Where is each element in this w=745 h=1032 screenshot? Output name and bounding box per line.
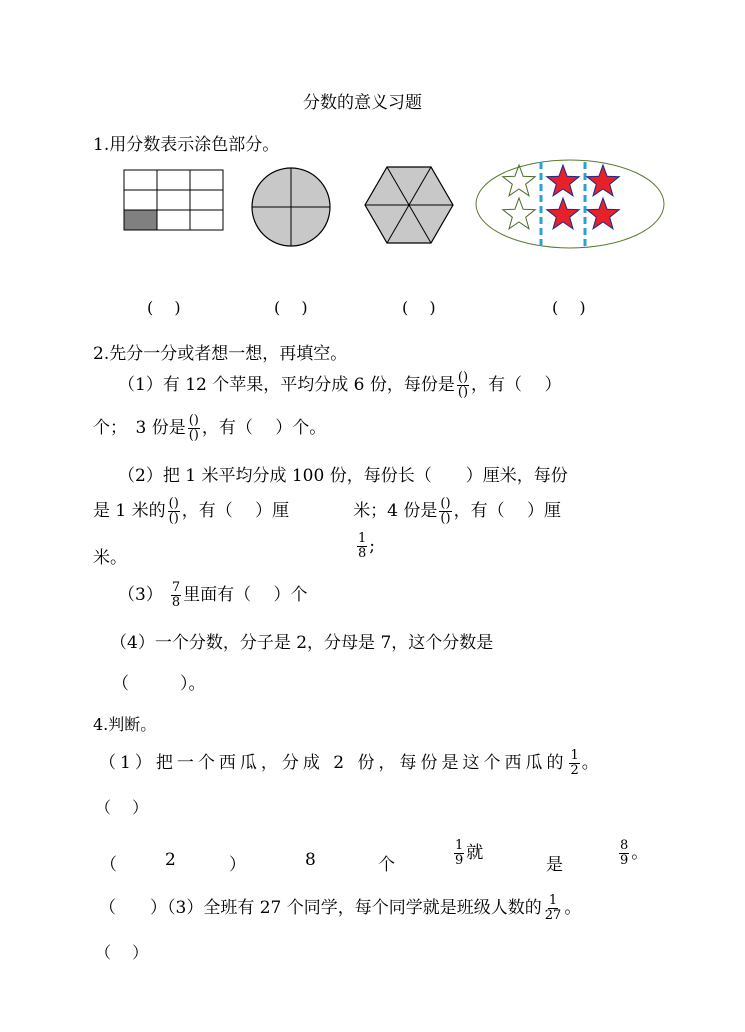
q1-heading: 1.用分数表示涂色部分。 (93, 135, 280, 155)
q2-p2-line2 (93, 496, 561, 526)
red-star (587, 165, 619, 196)
q4-heading: 4.判断。 (93, 715, 157, 734)
outline-star (503, 165, 535, 196)
q2-p2-line1: （2）把 1 米平均分成 100 份，每份长（ ）厘米，每份 (118, 466, 568, 486)
judge-2-p3: ） (229, 855, 246, 875)
answer-blank-1[interactable]: ( ) (147, 298, 181, 317)
hexagon-figure (365, 165, 455, 245)
q2-p1-line1 (118, 370, 561, 400)
judge-1 (99, 748, 603, 778)
page-title: 分数的意义习题 (303, 93, 422, 113)
grid-figure (124, 170, 224, 230)
fraction-7-8: $\frac{7}{8}$ (171, 580, 181, 610)
text: ，有（ ）厘 (453, 501, 561, 521)
answer-blank-2[interactable]: ( ) (274, 298, 308, 317)
blank-fraction[interactable]: $\frac{()}{()}$ (168, 496, 179, 526)
text: （1）有 12 个苹果，平均分成 6 份，每份是 (118, 375, 455, 395)
q2-p4-line1: （4）一个分数，分子是 2，分母是 7，这个分数是 (110, 633, 494, 653)
text: ，有（ ）厘 (181, 501, 290, 521)
red-star (587, 198, 619, 229)
circle-figure (251, 167, 331, 247)
fraction-1-27: $\frac{1}{27}$ (544, 893, 562, 923)
red-star (547, 198, 579, 229)
text: 是 1 米的 (93, 501, 166, 521)
outline-star (503, 198, 535, 229)
text: ，有（ ） (471, 375, 562, 395)
q2-p4-blank[interactable]: （ ）。 (112, 674, 206, 694)
judge-1-blank[interactable]: （ ） (95, 798, 149, 817)
q2-p1-line2 (93, 413, 326, 443)
judge-2-p2: 2 (165, 850, 176, 870)
shaded-cell (124, 210, 157, 230)
judge-2-frac2: $\frac{8}{9}$ 。 (620, 838, 649, 868)
judge-2-p4: 8 (305, 850, 316, 870)
blank-fraction[interactable]: $\frac{()}{()}$ (457, 370, 469, 400)
q2-heading: 2.先分一分或者想一想，再填空。 (93, 344, 348, 364)
stars-figure (475, 158, 665, 250)
answer-blank-3[interactable]: ( ) (402, 298, 436, 317)
judge-2-p5: 个 (378, 855, 395, 875)
blank-fraction[interactable]: $\frac{()}{()}$ (188, 413, 199, 443)
text: （ ）（3）全班有 27 个同学，每个同学就是班级人数的 (99, 898, 542, 918)
judge-2-p1: （ (100, 855, 117, 875)
text: 。 (564, 898, 582, 918)
text: 里面有（ ）个 (183, 585, 308, 605)
judge-3-blank[interactable]: （ ） (95, 943, 149, 962)
answer-blank-4[interactable]: ( ) (552, 298, 586, 317)
red-star (547, 165, 579, 196)
q2-p3 (118, 580, 308, 610)
judge-2-frac: $\frac{1}{9}$ 就 (455, 838, 484, 868)
judge-2-p7: 是 (546, 855, 563, 875)
text: （3） (118, 585, 163, 605)
text: 米；4 份是 (353, 501, 438, 521)
text: 个； 3 份是 (93, 418, 186, 438)
text: （1）把一个西瓜，分成 2 份，每份是这个西瓜的 (99, 753, 568, 773)
q2-p2-line3: 米。 (93, 548, 127, 568)
blank-fraction[interactable]: $\frac{()}{()}$ (440, 496, 451, 526)
fraction-1-2: $\frac{1}{2}$ (570, 748, 579, 778)
text: ，有（ ）个。 (201, 418, 327, 438)
judge-3 (99, 893, 581, 923)
text: 。 (581, 753, 603, 773)
stray-fraction: $\frac{1}{8}$ ; (358, 531, 376, 561)
